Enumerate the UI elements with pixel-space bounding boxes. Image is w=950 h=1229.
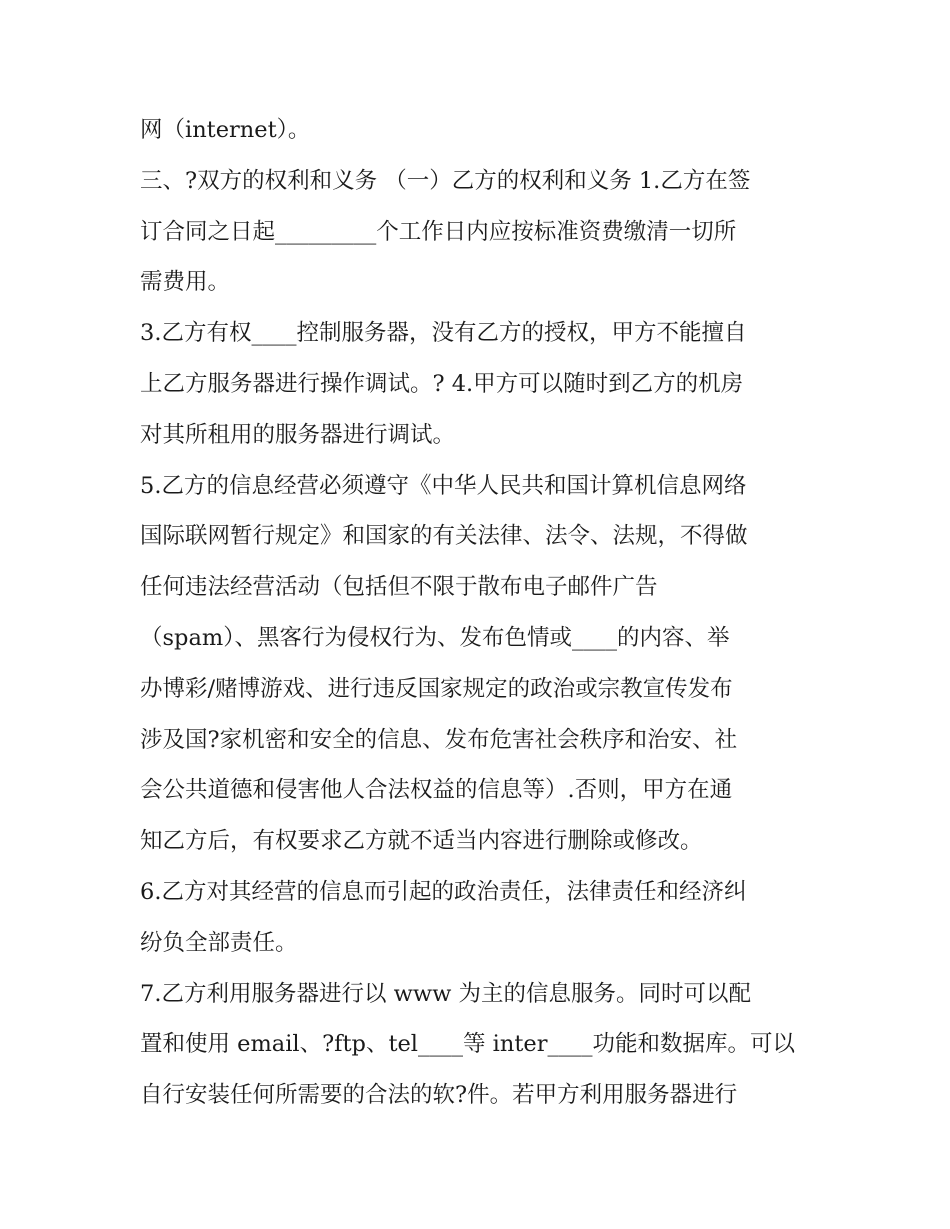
text-line: 办博彩/赌博游戏、进行违反国家规定的政治或宗教宣传发布 <box>140 675 733 702</box>
text-line: 5.乙方的信息经营必须遵守《中华人民共和国计算机信息网络 <box>140 472 747 499</box>
contract-body-text <box>140 105 820 1121</box>
text-line: （spam）、黑客行为侵权行为、发布色情或____的内容、举 <box>140 624 730 651</box>
text-line: 自行安装任何所需要的合法的软?件。若甲方利用服务器进行 <box>140 1082 738 1109</box>
text-line: 需费用。 <box>140 269 231 296</box>
text-line: 会公共道德和侵害他人合法权益的信息等）.否则，甲方在通 <box>140 777 733 804</box>
text-line: 7.乙方利用服务器进行以 www 为主的信息服务。同时可以配 <box>140 980 752 1007</box>
text-line: 订合同之日起_________个工作日内应按标准资费缴清一切所 <box>140 218 737 245</box>
text-line: 知乙方后，有权要求乙方就不适当内容进行删除或修改。 <box>140 828 703 855</box>
text-line: 纷负全部责任。 <box>140 929 298 956</box>
text-line: 涉及国?家机密和安全的信息、发布危害社会秩序和治安、社 <box>140 726 738 753</box>
text-line: 3.乙方有权____控制服务器，没有乙方的授权，甲方不能擅自 <box>140 320 747 347</box>
text-line: 国际联网暂行规定》和国家的有关法律、法令、法规，不得做 <box>140 523 748 550</box>
text-line: 6.乙方对其经营的信息而引起的政治责任，法律责任和经济纠 <box>140 878 747 905</box>
text-line: 上乙方服务器进行操作调试。? 4.甲方可以随时到乙方的机房 <box>140 370 744 397</box>
text-line: 三、?双方的权利和义务 （一）乙方的权利和义务 1.乙方在签 <box>140 167 751 194</box>
text-line: 网（internet）。 <box>140 117 311 143</box>
text-line: 对其所租用的服务器进行调试。 <box>140 421 456 448</box>
text-line: 置和使用 email、?ftp、tel____等 inter____功能和数据库。可以 <box>140 1031 795 1058</box>
text-line: 任何违法经营活动（包括但不限于散布电子邮件广告 <box>140 574 658 601</box>
